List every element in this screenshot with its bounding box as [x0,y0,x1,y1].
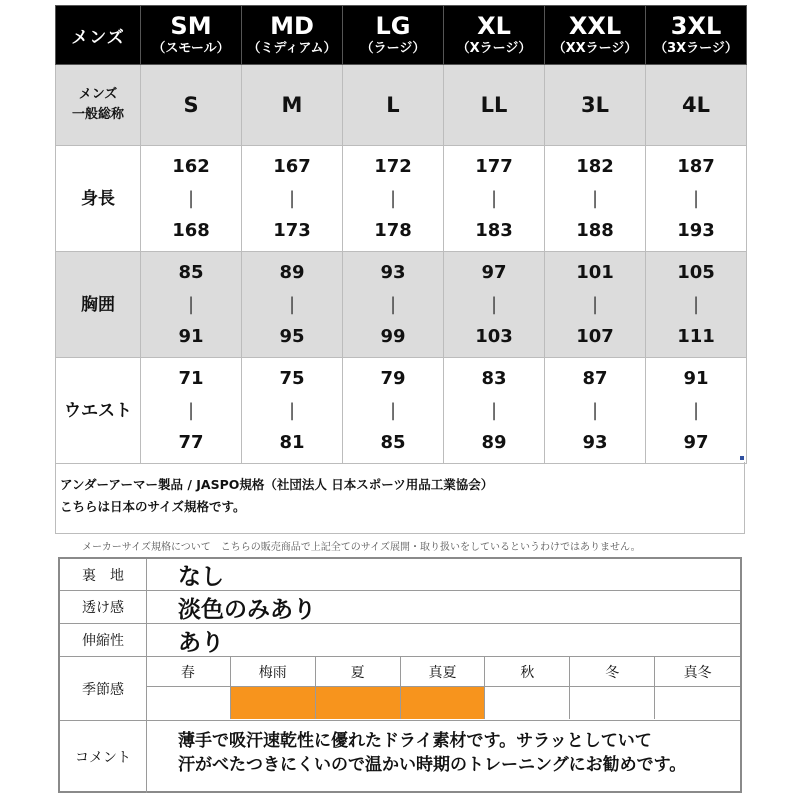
lining-value: なし [178,564,224,590]
measure-max: 173 [273,219,311,241]
size-code: MD [270,12,314,40]
waist-row [56,358,747,464]
sheer-row [60,591,740,624]
comment-row [60,721,740,793]
range-separator: | [692,187,700,209]
chest-row [56,252,747,358]
size-code: SM [170,12,212,40]
size-code: XL [477,12,511,40]
range-separator: | [591,187,599,209]
measure-max: 89 [481,431,507,453]
note-line-2: こちらは日本のサイズ規格です。 [60,499,246,514]
range-separator: | [490,399,498,421]
comment-label: コメント [60,721,147,793]
season-indicator-active [231,687,316,719]
season-name: 秋 [485,657,570,687]
comment-line-1: 薄手で吸汗速乾性に優れたドライ素材です。サラッとしていて [178,731,652,751]
lining-row [60,559,740,591]
sheer-value: 淡色のみあり [178,596,316,623]
range-separator: | [692,399,700,421]
measure-min: 172 [374,155,412,177]
measure-cell [444,146,545,252]
measure-cell [242,358,343,464]
measure-cell [545,358,646,464]
size-name: （ラージ） [360,41,426,56]
range-separator: | [389,293,397,315]
product-attributes-table [58,557,742,793]
measure-cell [343,252,444,358]
season-name: 梅雨 [231,657,316,687]
general-size-label [56,65,141,146]
measure-min: 97 [481,261,507,283]
measure-max: 193 [677,219,715,241]
measure-cell [141,146,242,252]
general-size-cell: 4L [646,65,747,146]
corner-mark [740,456,744,460]
range-separator: | [490,293,498,315]
measure-max: 188 [576,219,614,241]
size-name: （ミディアム） [247,41,337,56]
range-separator: | [490,187,498,209]
season-indicator [570,687,655,719]
measure-cell [141,358,242,464]
measure-min: 71 [178,367,204,389]
size-header-row [56,6,747,65]
general-size-cell: 3L [545,65,646,146]
measure-cell [646,358,747,464]
measure-cell [646,146,747,252]
measure-min: 91 [683,367,709,389]
size-code: XXL [568,12,622,40]
measure-max: 81 [279,431,305,453]
size-name: （スモール） [152,41,230,56]
season-indicator-active [401,687,486,719]
season-indicator [485,687,570,719]
measure-label: ウエスト [56,358,141,464]
stretch-value: あり [178,629,224,656]
measure-cell [141,252,242,358]
measure-max: 99 [380,325,406,347]
measure-max: 178 [374,219,412,241]
season-indicator [146,687,231,719]
measure-max: 168 [172,219,210,241]
size-chart-table [55,5,747,464]
range-separator: | [187,293,195,315]
season-name: 春 [146,657,231,687]
measure-max: 77 [178,431,204,453]
season-indicator [655,687,740,719]
measure-min: 79 [380,367,406,389]
size-header-cell [646,6,747,65]
measure-min: 83 [481,367,507,389]
measure-max: 93 [582,431,608,453]
general-label-line2: 一般総称 [71,107,124,122]
measure-min: 87 [582,367,608,389]
measure-max: 107 [576,325,614,347]
season-name: 夏 [316,657,401,687]
measure-min: 177 [475,155,513,177]
range-separator: | [187,187,195,209]
size-code: LG [375,12,411,40]
range-separator: | [288,187,296,209]
size-code: 3XL [670,12,722,40]
size-header-cell [444,6,545,65]
measure-cell [545,252,646,358]
measure-label: 胸囲 [56,252,141,358]
size-name: （XXラージ） [552,41,638,56]
measure-min: 167 [273,155,311,177]
general-size-cell: L [343,65,444,146]
general-label-line1: メンズ [78,87,118,102]
measure-max: 95 [279,325,305,347]
general-size-cell: S [141,65,242,146]
season-name: 真冬 [655,657,740,687]
measure-min: 85 [178,261,204,283]
measure-max: 103 [475,325,513,347]
season-name: 冬 [570,657,655,687]
stretch-label: 伸縮性 [60,624,147,656]
measure-max: 111 [677,325,715,347]
measure-cell [444,252,545,358]
measure-max: 85 [380,431,406,453]
measure-cell [242,252,343,358]
measure-min: 89 [279,261,305,283]
comment-text [178,729,686,777]
measure-cell [646,252,747,358]
general-size-row [56,65,747,146]
size-header-cell [242,6,343,65]
measure-min: 105 [677,261,715,283]
range-separator: | [288,293,296,315]
measure-cell [343,146,444,252]
season-indicator-active [316,687,401,719]
measure-cell [545,146,646,252]
range-separator: | [389,187,397,209]
range-separator: | [187,399,195,421]
measure-min: 93 [380,261,406,283]
measure-max: 97 [683,431,709,453]
season-name: 真夏 [401,657,486,687]
measure-min: 182 [576,155,614,177]
season-row [60,657,740,721]
measure-min: 101 [576,261,614,283]
lining-label: 裏 地 [60,559,147,590]
size-header-cell [545,6,646,65]
comment-line-2: 汗がべたつきにくいので温かい時期のトレーニングにお勧めです。 [178,755,687,775]
range-separator: | [288,399,296,421]
general-size-cell: M [242,65,343,146]
measure-min: 187 [677,155,715,177]
height-row [56,146,747,252]
measure-cell [242,146,343,252]
measure-min: 75 [279,367,305,389]
size-name: （3Xラージ） [654,41,738,56]
measure-max: 91 [178,325,204,347]
header-label: メンズ [56,6,141,65]
stretch-row [60,624,740,657]
measure-min: 162 [172,155,210,177]
size-header-cell [343,6,444,65]
note-line-1: アンダーアーマー製品 / JASPO規格（社団法人 日本スポーツ用品工業協会） [60,477,494,492]
season-grid [146,657,740,720]
footnote: メーカーサイズ規格について こちらの販売商品で上記全てのサイズ展開・取り扱いをしているというわけではありません。 [82,542,641,553]
range-separator: | [389,399,397,421]
range-separator: | [692,293,700,315]
measure-label: 身長 [56,146,141,252]
measure-cell [343,358,444,464]
size-name: （Xラージ） [456,41,532,56]
size-header-cell [141,6,242,65]
range-separator: | [591,293,599,315]
measure-cell [444,358,545,464]
season-label: 季節感 [60,657,147,720]
general-size-cell: LL [444,65,545,146]
sheer-label: 透け感 [60,591,147,623]
range-separator: | [591,399,599,421]
size-notes [55,462,745,534]
measure-max: 183 [475,219,513,241]
